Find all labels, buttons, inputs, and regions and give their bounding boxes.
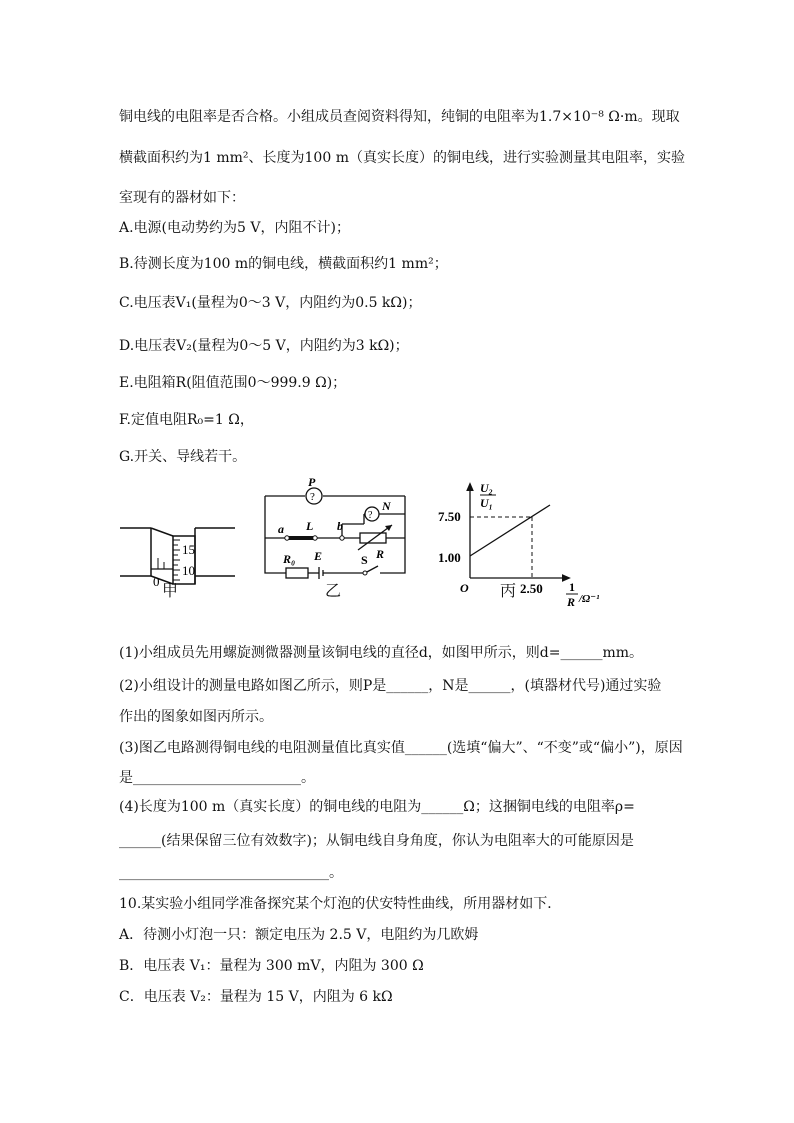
- label-b: b: [337, 519, 343, 533]
- meter-n-symbol: ?: [368, 510, 373, 521]
- label-l: L: [306, 519, 314, 533]
- y-label-numerator: U₂: [480, 481, 493, 495]
- question-3: (3)图乙电路测得铜电线的电阻测量值比真实值______(选填“偏大”、“不变”或“偏小”)，原因: [119, 740, 683, 756]
- question-3-cont: 是________________________。: [119, 770, 315, 786]
- label-a: a: [278, 522, 284, 536]
- problem-10-item-c: C．电压表 V₂：量程为 15 V，内阻为 6 kΩ: [119, 989, 393, 1005]
- label-e: E: [314, 549, 323, 563]
- scale-tick-0: 0: [153, 574, 160, 589]
- question-4: (4)长度为100 m（真实长度）的铜电线的电阻为______Ω；这捆铜电线的电阻率ρ=: [119, 799, 635, 815]
- item-g: G.开关、导线若干。: [119, 449, 247, 465]
- question-2-cont: 作出的图象如图丙所示。: [119, 709, 273, 725]
- y-tick-1-00: 1.00: [438, 550, 461, 565]
- figure-bing-caption: 丙: [500, 581, 517, 600]
- item-e: E.电阻箱R(阻值范围0～999.9 Ω)；: [119, 375, 347, 391]
- text-line-2: 横截面积约为1 mm²、长度为100 m（真实长度）的铜电线，进行实验测量其电阻率，实验: [119, 150, 685, 166]
- problem-10-item-b: B．电压表 V₁：量程为 300 mV，内阻为 300 Ω: [119, 958, 424, 974]
- origin-label: O: [460, 581, 469, 595]
- question-2: (2)小组设计的测量电路如图乙所示，则P是______，N是______，(填器材代号)通过实验: [119, 678, 662, 694]
- label-n: N: [382, 499, 391, 513]
- y-tick-7-50: 7.50: [438, 509, 461, 524]
- figure-yi-circuit: [262, 478, 412, 580]
- scale-tick-15: 15: [182, 542, 195, 557]
- label-p: P: [308, 478, 316, 489]
- label-r0: R₀: [283, 552, 296, 566]
- item-b: B.待测长度为100 m的铜电线，横截面积约1 mm²；: [119, 256, 448, 272]
- meter-p-symbol: ?: [310, 491, 315, 503]
- x-label-numerator: 1: [569, 580, 575, 594]
- figure-bing-graph: [432, 480, 617, 610]
- text-line-3: 室现有的器材如下：: [119, 190, 245, 206]
- item-d: D.电压表V₂(量程为0～5 V，内阻约为3 kΩ)；: [119, 338, 409, 354]
- item-c: C.电压表V₁(量程为0～3 V，内阻约为0.5 kΩ)；: [119, 295, 422, 311]
- problem-10: 10.某实验小组同学准备探究某个灯泡的伏安特性曲线，所用器材如下．: [119, 896, 562, 912]
- label-s: S: [361, 553, 368, 567]
- item-f: F.定值电阻R₀=1 Ω，: [119, 412, 254, 428]
- x-tick-2-50: 2.50: [520, 581, 543, 596]
- text-line-1: 铜电线的电阻率是否合格。小组成员查阅资料得知，纯铜的电阻率为1.7×10⁻⁸ Ω·m。现取: [119, 109, 680, 125]
- figure-jia-caption: 甲: [162, 581, 179, 600]
- figure-yi-caption: 乙: [325, 581, 342, 600]
- question-1: (1)小组成员先用螺旋测微器测量该铜电线的直径d，如图甲所示，则d=______mm。: [119, 645, 644, 661]
- question-4-cont-2: ______________________________。: [119, 865, 343, 881]
- question-4-cont: ______(结果保留三位有效数字)；从铜电线自身角度，你认为电阻率大的可能原因是: [119, 833, 634, 849]
- item-a: A.电源(电动势约为5 V，内阻不计)；: [119, 220, 350, 236]
- problem-10-item-a: A．待测小灯泡一只：额定电压为 2.5 V，电阻约为几欧姆: [119, 927, 479, 943]
- x-label-denominator: R: [567, 595, 576, 609]
- y-label-denominator: U₁: [480, 496, 493, 510]
- scale-tick-10: 10: [182, 563, 195, 578]
- x-label-unit: /Ω⁻¹: [579, 593, 600, 605]
- label-r: R: [376, 547, 385, 561]
